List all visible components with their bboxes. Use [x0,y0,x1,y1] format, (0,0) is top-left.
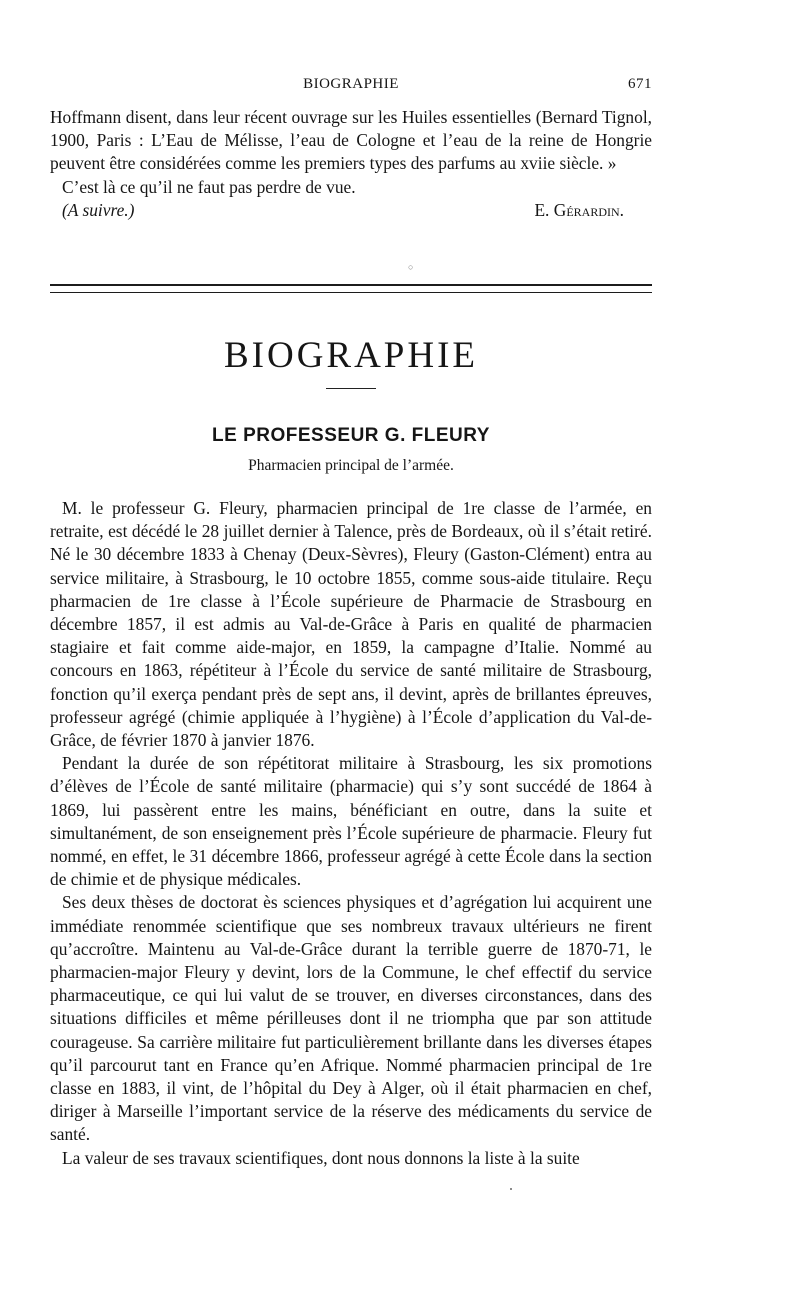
to-be-continued: (A suivre.) [62,199,135,220]
small-ornament: ○ [408,262,414,272]
page-number: 671 [628,76,652,92]
ink-speck [510,1188,512,1190]
previous-article-ending [50,106,652,222]
body-paragraph-1: M. le professeur G. Fleury, pharmacien principal de 1re classe de l’armée, en retraite, est décédé le 28 juillet dernier à Talence, près de Bordeaux, où il s’était retiré. Né le 30 décembre 1833 à Chenay (Deux-Sèvres), Fleury (Gaston-Clément) entra au service militaire, à Strasbourg, le 10 octobre 1855, comme sous-aide titulaire. Reçu pharmacien de 1re classe à l’École supérieure de Pharmacie de Strasbourg en décembre 1857, il est admis au Val-de-Grâce à Paris en qualité de pharmacien stagiaire et fait comme aide-major, en 1859, la campagne d’Italie. Nommé au concours en 1863, répétiteur à l’École du service de santé militaire de Strasbourg, fonction qu’il exerça pendant près de sept ans, il devint, après de brillantes épreuves, professeur agrégé (chimie appliquée à l’hygiène) à l’École d’application du Val-de-Grâce, de février 1870 à janvier 1876. [50,498,652,751]
signature-line [50,199,652,222]
body-paragraph-2: Pendant la durée de son répétitorat militaire à Strasbourg, les six promotions d’élèves de l’École de santé militaire (pharmacie) qui s’y sont succédé de 1864 à 1869, lui passèrent entre les mains, bénéficiant en outre, dans la suite et simultanément, de son enseignement près l’École supérieure de pharmacie. Fleury fut nommé, en effet, le 31 décembre 1866, professeur agrégé à cette École dans la section de chimie et de physique médicales. [50,753,652,890]
page-header [50,76,652,96]
running-title: BIOGRAPHIE [303,76,399,92]
body-paragraph-4: La valeur de ses travaux scientifiques, dont nous donnons la liste à la suite [62,1147,580,1168]
section-divider-thick [50,284,652,286]
closing-remark: C’est là ce qu’il ne faut pas perdre de vue. [62,176,356,197]
article-body [50,497,652,1170]
article-subtitle: Pharmacien principal de l’armée. [248,457,454,474]
section-divider-thin [50,292,652,293]
closing-paragraph: Hoffmann disent, dans leur récent ouvrage sur les Huiles essentielles (Bernard Tignol, 1900, Paris : L’Eau de Mélisse, l’eau de Cologne et l’eau de la reine de Hongrie peuvent être considérées comme les premiers types des parfums au xviie siècle. » [50,107,652,174]
article-title: LE PROFESSEUR G. FLEURY [212,425,490,446]
body-paragraph-3: Ses deux thèses de doctorat ès sciences physiques et d’agrégation lui acquirent une immédiate renommée scientifique que ses nombreux travaux ultérieurs ne firent qu’accroître. Maintenu au Val-de-Grâce durant la terrible guerre de 1870-71, le pharmacien-major Fleury y devint, lors de la Commune, le chef effectif du service pharmaceutique, ce qui lui valut de se trouver, en diverses circonstances, dans des situations difficiles et même périlleuses dont il ne triompha que par son attitude courageuse. Sa carrière militaire fut particulièrement brillante dans les diverses étapes qu’il parcourut tant en France qu’en Afrique. Nommé pharmacien principal de 1re classe en 1883, il vint, de l’hôpital du Dey à Alger, où il était pharmacien en chef, diriger à Marseille l’important service de la réserve des médicaments du service de santé. [50,892,652,1145]
section-title: BIOGRAPHIE [223,335,479,376]
author-signature: E. Gérardin. [534,199,624,220]
title-underline [326,388,376,389]
